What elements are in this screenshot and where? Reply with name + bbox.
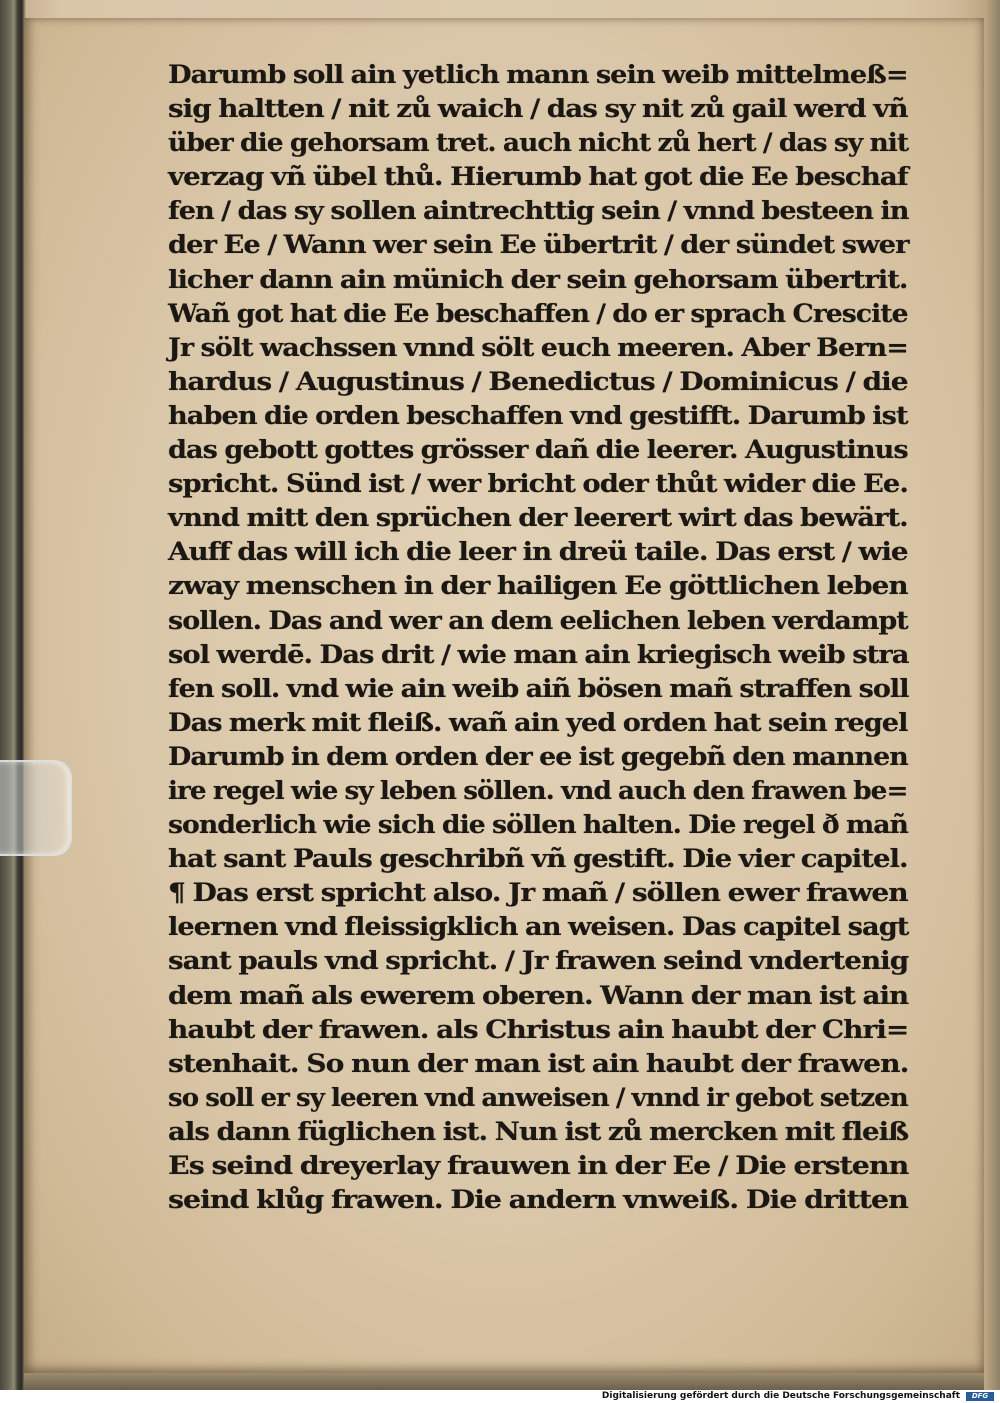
text-line: so soll er sy leeren vnd anweisen / vnnd ir gebot setzen (168, 1082, 908, 1112)
text-line: leernen vnd fleissigklich an weisen. Das capitel sagt (168, 912, 909, 942)
text-line: dem mañ als ewerem oberen. Wann der man ist ain (168, 980, 909, 1010)
text-line: sollen. Das and wer an dem eelichen leben verdampt (168, 605, 908, 635)
text-line: seind klůg frawen. Die andern vnweiß. Die dritten (168, 1185, 908, 1215)
text-line: der Ee / Wann wer sein Ee übertrit / der sündet swer (168, 230, 909, 260)
text-line: vnnd mitt den sprüchen der leerert wirt das bewärt. (168, 503, 908, 533)
text-line: verzag vñ übel thů. Hierumb hat got die Ee beschaf (168, 162, 908, 192)
text-line: hat sant Pauls geschribñ vñ gestift. Die vier capitel. (168, 844, 908, 874)
text-line: fen / das sy sollen aintrechttig sein / vnnd besteen in (168, 196, 909, 226)
text-line: stenhait. So nun der man ist ain haubt der frawen. (168, 1048, 909, 1078)
text-line: Auff das will ich die leer in dreü taile. Das erst / wie (168, 537, 908, 567)
text-line: Das merk mit fleiß. wañ ain yed orden hat sein regel (168, 707, 908, 737)
text-block (168, 58, 908, 1217)
text-line: ¶ Das erst spricht also. Jr mañ / söllen ewer frawen (168, 878, 908, 908)
text-line: sonderlich wie sich die söllen halten. Die regel ð mañ (168, 810, 908, 840)
text-line: das gebott gottes grösser dañ die leerer. Augustinus (168, 435, 908, 465)
text-line: Wañ got hat die Ee beschaffen / do er sprach Crescite (168, 298, 908, 328)
text-line: sol werdē. Das drit / wie man ain kriegisch weib stra (168, 639, 909, 669)
text-line: als dann füglichen ist. Nun ist zů mercken mit fleiß (168, 1116, 909, 1146)
text-line: licher dann ain münich der sein gehorsam übertrit. (168, 264, 908, 294)
text-line: fen soll. vnd wie ain weib aiñ bösen mañ straffen soll (168, 673, 909, 703)
text-line: Darumb in dem orden der ee ist gegebñ den mannen (168, 741, 908, 771)
text-line: hardus / Augustinus / Benedictus / Dominicus / die (168, 366, 908, 396)
footer-bar (0, 1390, 1000, 1403)
text-line: über die gehorsam tret. auch nicht zů hert / das sy nit (168, 128, 909, 158)
text-line: haben die orden beschaffen vnd gestifft. Darumb ist (168, 400, 908, 430)
text-line: zway menschen in der hailigen Ee göttlichen leben (168, 571, 908, 601)
dfg-logo: DFG (966, 1392, 994, 1401)
page-edge (24, 1373, 984, 1390)
text-line: spricht. Sünd ist / wer bricht oder thůt wider die Ee. (168, 469, 908, 499)
text-line: ire regel wie sy leben söllen. vnd auch den frawen be= (168, 775, 908, 805)
text-line: Es seind dreyerlay frauwen in der Ee / Die erstenn (168, 1151, 909, 1180)
text-line: Darumb soll ain yetlich mann sein weib mittelmeß= (168, 60, 908, 89)
text-line: Jr sölt wachssen vnnd sölt euch meeren. Aber Bern= (168, 332, 908, 362)
page-clip (0, 760, 72, 856)
funding-credit: Digitalisierung gefördert durch die Deutsche Forschungsgemeinschaft (601, 1391, 960, 1401)
text-line: haubt der frawen. als Christus ain haubt der Chri= (168, 1014, 909, 1044)
text-line: sig haltten / nit zů waich / das sy nit zů gail werd vñ (168, 94, 908, 124)
text-line: sant pauls vnd spricht. / Jr frawen seind vndertenig (168, 946, 909, 976)
